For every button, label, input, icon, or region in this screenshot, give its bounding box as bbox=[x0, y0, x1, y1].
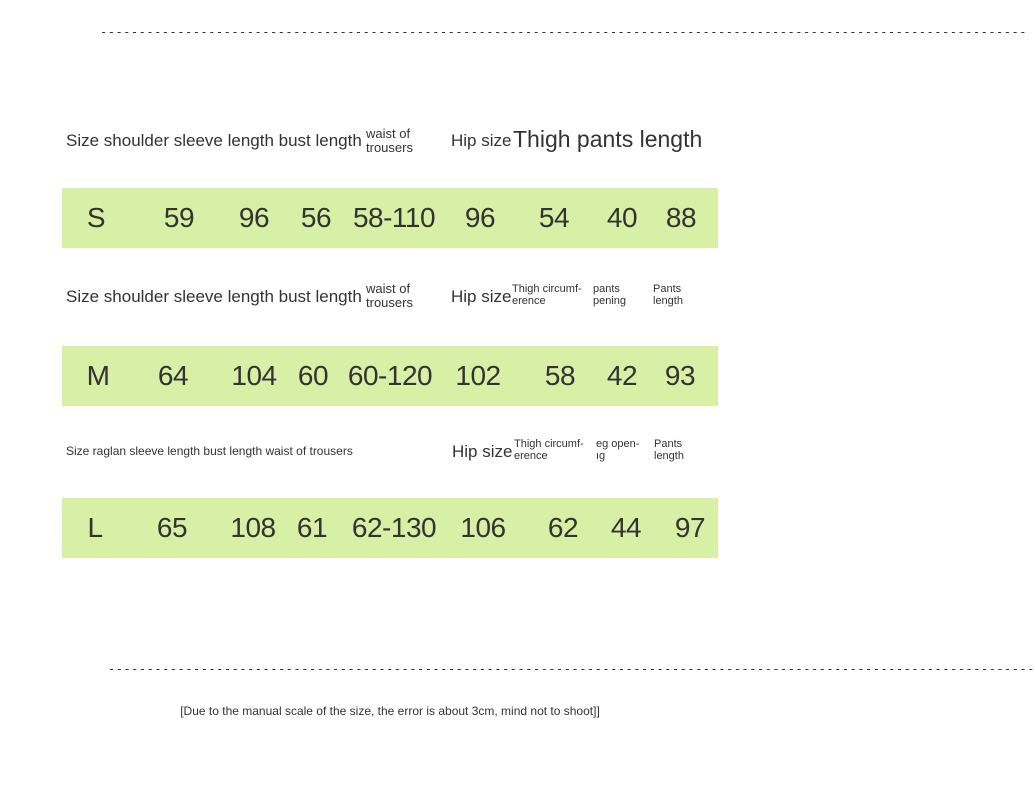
bust-cell: 96 bbox=[238, 202, 270, 233]
shoulder-cell: 65 bbox=[156, 512, 188, 543]
m-header-opening: pants pening bbox=[593, 283, 627, 308]
waist-cell: 60-120 bbox=[347, 360, 433, 391]
bust-cell: 108 bbox=[230, 512, 276, 543]
thigh-cell: 58 bbox=[544, 360, 576, 391]
waist-cell: 58-110 bbox=[352, 202, 436, 233]
m-header-thigh: Thigh circumf- erence bbox=[512, 283, 582, 308]
hip-cell: 102 bbox=[455, 360, 501, 391]
measurement-note: [Due to the manual scale of the size, the error is about 3cm, mind not to shoot]] bbox=[180, 704, 600, 718]
size-row-s bbox=[62, 188, 718, 248]
m-header-main: Size shoulder sleeve length bust length bbox=[66, 287, 362, 306]
l-header-main: Size raglan sleeve length bust length waist of trousers bbox=[66, 444, 353, 458]
hip-cell: 106 bbox=[460, 512, 506, 543]
l-header-hip: Hip size bbox=[452, 442, 513, 461]
l-header-pants-length: Pants length bbox=[654, 438, 684, 463]
size-row-l bbox=[62, 498, 718, 558]
waist-cell: 62-130 bbox=[351, 512, 437, 543]
size-cell: S bbox=[86, 202, 106, 233]
bottom-divider: ------------------------------------------------------------------------------------------------------------------------ bbox=[108, 662, 1035, 676]
thigh-cell: 54 bbox=[538, 202, 570, 233]
thigh-cell: 62 bbox=[547, 512, 579, 543]
opening-cell: 40 bbox=[606, 202, 638, 233]
m-header-waist: waist of trousers bbox=[366, 281, 413, 311]
size-cell: L bbox=[87, 512, 103, 543]
shoulder-cell: 59 bbox=[163, 202, 195, 233]
shoulder-cell: 64 bbox=[157, 360, 189, 391]
pants-length-cell: 93 bbox=[664, 360, 696, 391]
opening-cell: 44 bbox=[610, 512, 642, 543]
bust-cell: 104 bbox=[231, 360, 277, 391]
m-header-pants-length: Pants length bbox=[653, 283, 683, 308]
length-cell: 61 bbox=[296, 512, 328, 543]
s-header-main: Size shoulder sleeve length bust length bbox=[66, 131, 362, 150]
s-header-hip: Hip size bbox=[451, 131, 512, 150]
s-header-waist: waist of trousers bbox=[366, 126, 413, 156]
s-header-thigh: Thigh pants length bbox=[513, 126, 703, 152]
pants-length-cell: 88 bbox=[665, 202, 697, 233]
size-row-m bbox=[62, 346, 718, 406]
length-cell: 56 bbox=[300, 202, 332, 233]
m-header-hip: Hip size bbox=[451, 287, 512, 306]
size-cell: M bbox=[86, 360, 110, 391]
opening-cell: 42 bbox=[606, 360, 638, 391]
top-divider: ------------------------------------------------------------------------------------------------------------------------ bbox=[100, 25, 1027, 39]
hip-cell: 96 bbox=[464, 202, 496, 233]
l-header-thigh: Thigh circumf- erence bbox=[514, 438, 584, 463]
pants-length-cell: 97 bbox=[674, 512, 706, 543]
length-cell: 60 bbox=[297, 360, 329, 391]
l-header-opening: eg open- ıg bbox=[596, 438, 640, 463]
